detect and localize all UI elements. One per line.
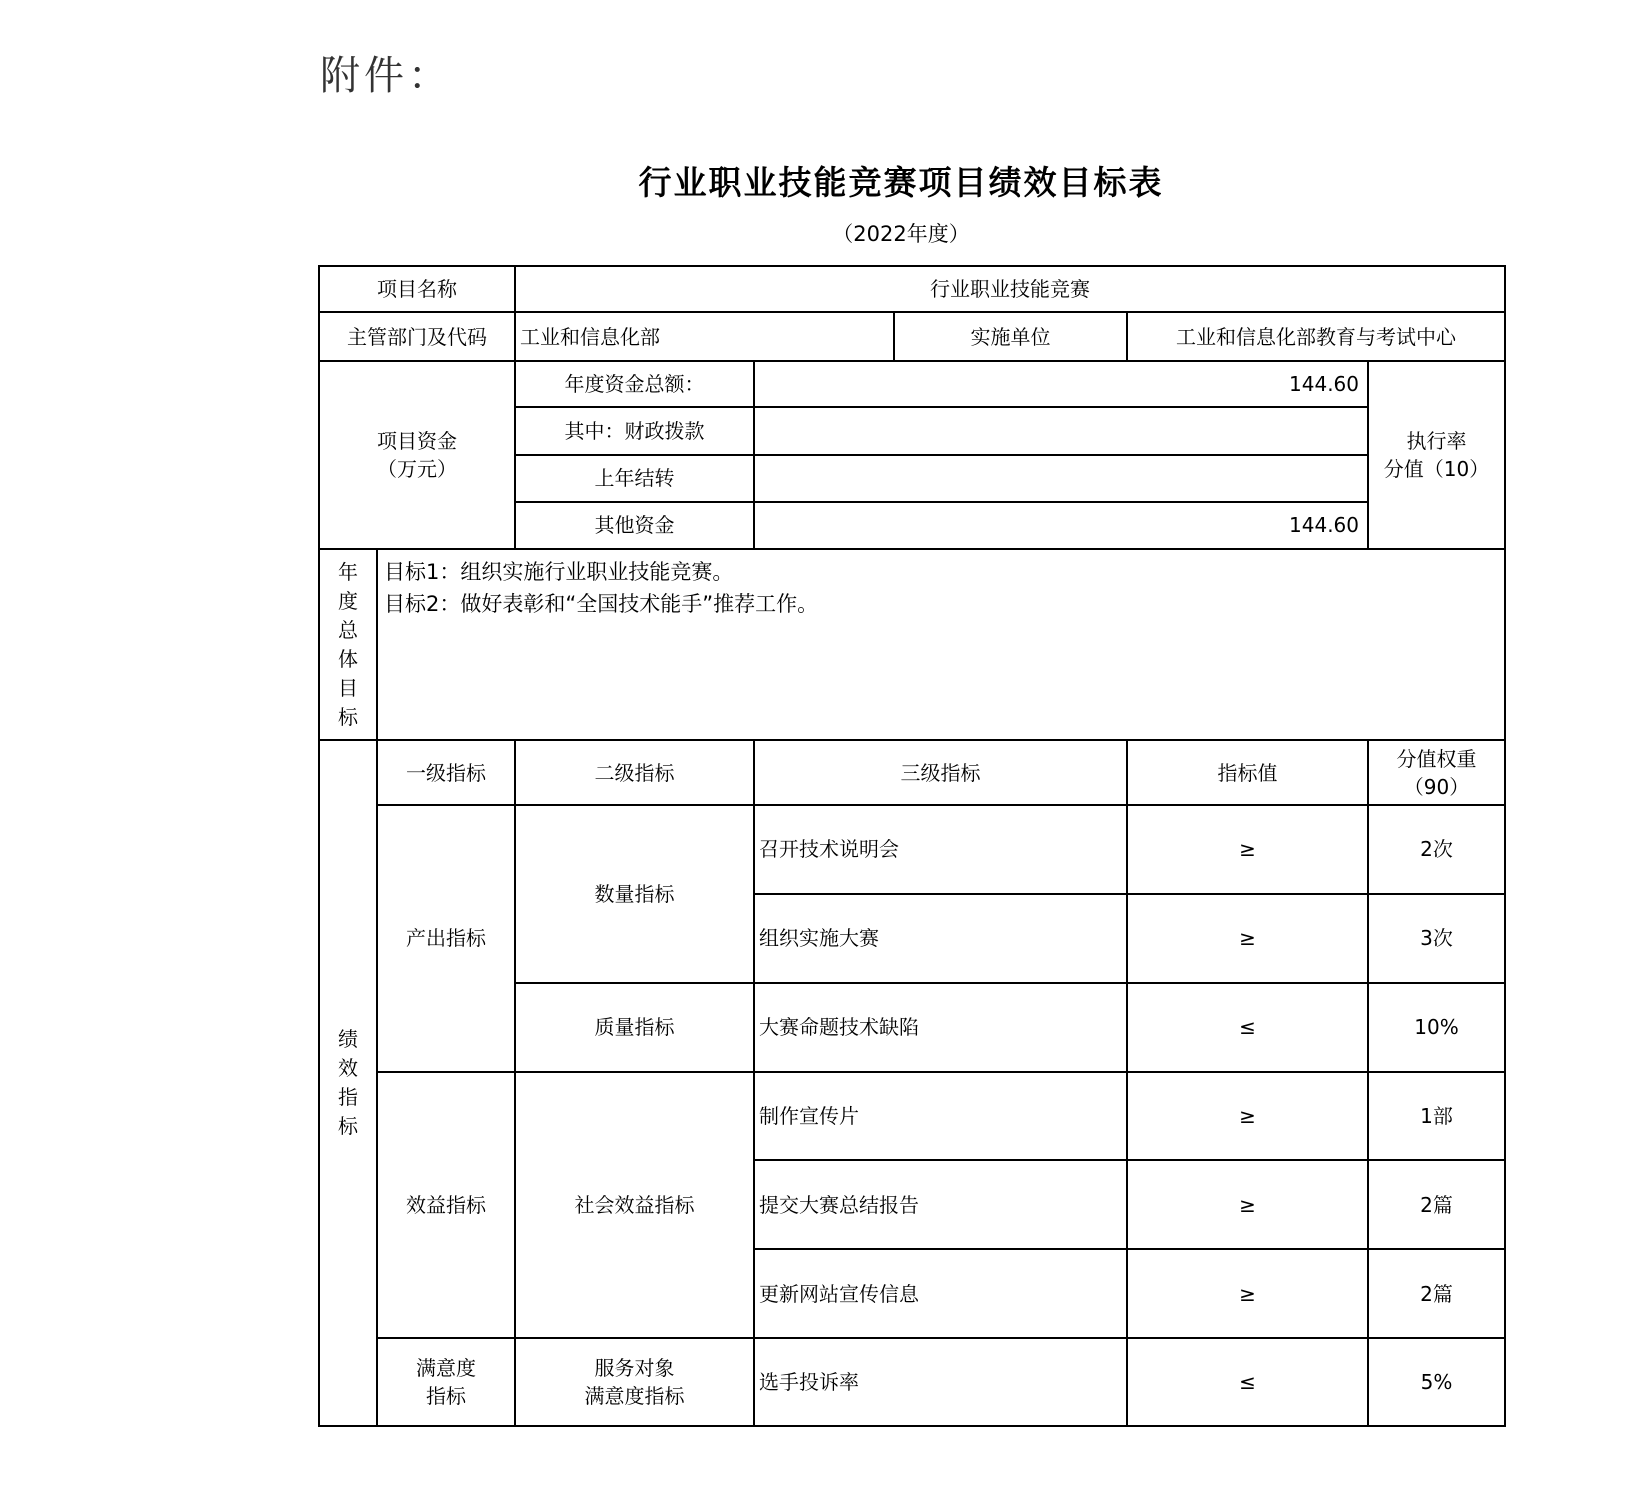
benefit-indicator-label: 效益指标 [377, 1072, 515, 1338]
indicator-target: 10% [1368, 983, 1505, 1072]
indicator-operator: ≥ [1127, 1249, 1368, 1338]
annual-goal-row [319, 549, 1505, 741]
annual-goal-content [377, 549, 1505, 741]
impl-unit-label: 实施单位 [894, 312, 1127, 360]
quantity-indicator-label: 数量指标 [515, 805, 754, 983]
annual-total-value: 144.60 [754, 361, 1368, 407]
header-weight: 分值权重 （90） [1368, 740, 1505, 805]
indicator-operator: ≤ [1127, 1338, 1368, 1426]
document-title: 行业职业技能竞赛项目绩效目标表 [638, 163, 1164, 202]
satisfaction-indicator-label: 满意度 指标 [377, 1338, 515, 1426]
project-name-label: 项目名称 [319, 266, 515, 312]
indicator-header-row [319, 740, 1505, 805]
social-benefit-label: 社会效益指标 [515, 1072, 754, 1338]
indicator-target: 2次 [1368, 805, 1505, 894]
fiscal-value [754, 407, 1368, 454]
service-satisfaction-label: 服务对象 满意度指标 [515, 1338, 754, 1426]
exec-rate-line2: 分值（10） [1383, 456, 1490, 481]
indicator-target: 5% [1368, 1338, 1505, 1426]
indicator-operator: ≥ [1127, 1072, 1368, 1161]
table-row [319, 1072, 1505, 1161]
output-indicator-label: 产出指标 [377, 805, 515, 1071]
indicator-name: 提交大赛总结报告 [754, 1160, 1127, 1249]
goal-item: 目标1：组织实施行业职业技能竞赛。 [384, 559, 734, 584]
exec-rate-line1: 执行率 [1406, 428, 1467, 453]
indicator-name: 召开技术说明会 [754, 805, 1127, 894]
annual-total-label: 年度资金总额： [515, 361, 754, 407]
dept-value: 工业和信息化部 [515, 312, 894, 360]
indicator-operator: ≥ [1127, 1160, 1368, 1249]
document-year: （2022年度） [832, 222, 970, 246]
project-funds-label [319, 361, 515, 549]
fiscal-label: 其中：财政拨款 [515, 407, 754, 454]
indicator-name: 组织实施大赛 [754, 894, 1127, 983]
indicator-name: 选手投诉率 [754, 1338, 1127, 1426]
funds-total-row [319, 361, 1505, 407]
header-value: 指标值 [1127, 740, 1368, 805]
indicator-name: 制作宣传片 [754, 1072, 1127, 1161]
indicator-operator: ≥ [1127, 805, 1368, 894]
project-funds-label-line2: （万元） [377, 456, 457, 481]
dept-label: 主管部门及代码 [319, 312, 515, 360]
indicator-target: 3次 [1368, 894, 1505, 983]
impl-unit-value: 工业和信息化部教育与考试中心 [1127, 312, 1505, 360]
exec-rate-cell [1368, 361, 1505, 549]
attachment-label: 附件： [320, 53, 452, 99]
quality-indicator-label: 质量指标 [515, 983, 754, 1072]
indicator-operator: ≤ [1127, 983, 1368, 1072]
performance-target-table [318, 265, 1506, 1427]
header-level2: 二级指标 [515, 740, 754, 805]
annual-goal-label: 年度总体目标 [319, 549, 377, 741]
indicator-name: 大赛命题技术缺陷 [754, 983, 1127, 1072]
project-name-value: 行业职业技能竞赛 [515, 266, 1505, 312]
project-funds-label-line1: 项目资金 [377, 428, 457, 453]
other-funds-value: 144.60 [754, 502, 1368, 548]
carryover-value [754, 455, 1368, 502]
performance-indicators-label: 绩效指标 [319, 740, 377, 1426]
table-row [319, 1338, 1505, 1426]
table-row [319, 805, 1505, 894]
indicator-operator: ≥ [1127, 894, 1368, 983]
header-level3: 三级指标 [754, 740, 1127, 805]
carryover-label: 上年结转 [515, 455, 754, 502]
indicator-target: 2篇 [1368, 1249, 1505, 1338]
goal-item: 目标2：做好表彰和“全国技术能手”推荐工作。 [384, 591, 819, 616]
indicator-target: 1部 [1368, 1072, 1505, 1161]
other-funds-label: 其他资金 [515, 502, 754, 548]
project-name-row [319, 266, 1505, 312]
department-row [319, 312, 1505, 360]
header-level1: 一级指标 [377, 740, 515, 805]
indicator-name: 更新网站宣传信息 [754, 1249, 1127, 1338]
indicator-target: 2篇 [1368, 1160, 1505, 1249]
